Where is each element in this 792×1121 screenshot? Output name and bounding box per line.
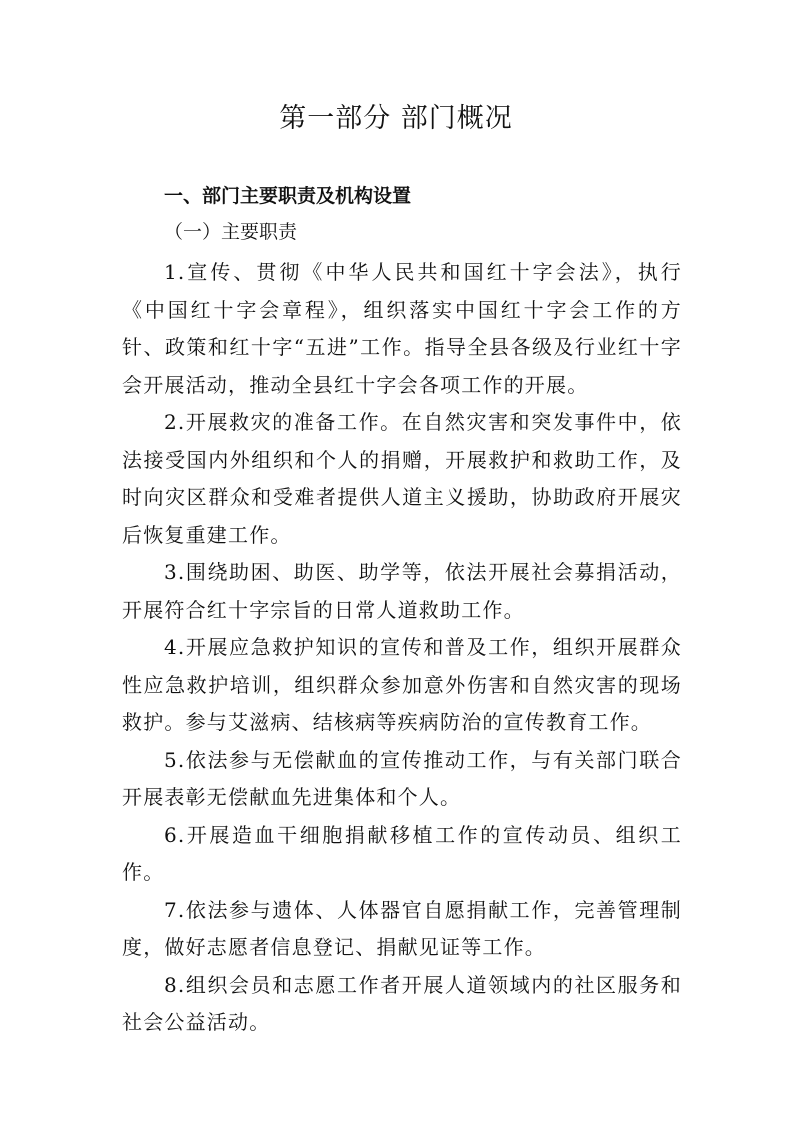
paragraph: 7.依法参与遗体、人体器官自愿捐献工作，完善管理制度，做好志愿者信息登记、捐献见证等工作。 [122,897,682,959]
paragraph: 8.组织会员和志愿工作者开展人道领域内的社区服务和社会公益活动。 [122,972,682,1034]
section-heading: 一、部门主要职责及机构设置 [164,185,412,207]
subsection-heading: （一）主要职责 [164,221,298,243]
paragraph: 5.依法参与无偿献血的宣传推动工作，与有关部门联合开展表彰无偿献血先进集体和个人。 [122,747,682,809]
paragraph: 6.开展造血干细胞捐献移植工作的宣传动员、组织工作。 [122,822,682,884]
body-text [122,254,682,1042]
page-title: 第一部分 部门概况 [279,103,513,134]
paragraph: 2.开展救灾的准备工作。在自然灾害和突发事件中，依法接受国内外组织和个人的捐赠，开展救护和救助工作，及时向灾区群众和受难者提供人道主义援助，协助政府开展灾后恢复重建工作。 [122,410,682,547]
paragraph: 4.开展应急救护知识的宣传和普及工作，组织开展群众性应急救护培训，组织群众参加意外伤害和自然灾害的现场救护。参与艾滋病、结核病等疾病防治的宣传教育工作。 [122,635,682,734]
paragraph: 1.宣传、贯彻《中华人民共和国红十字会法》，执行《中国红十字会章程》，组织落实中国红十字会工作的方针、政策和红十字“五进”工作。指导全县各级及行业红十字会开展活动，推动全县红十字会各项工作的开展。 [122,260,682,397]
paragraph: 3.围绕助困、助医、助学等，依法开展社会募捐活动，开展符合红十字宗旨的日常人道救助工作。 [122,560,682,622]
